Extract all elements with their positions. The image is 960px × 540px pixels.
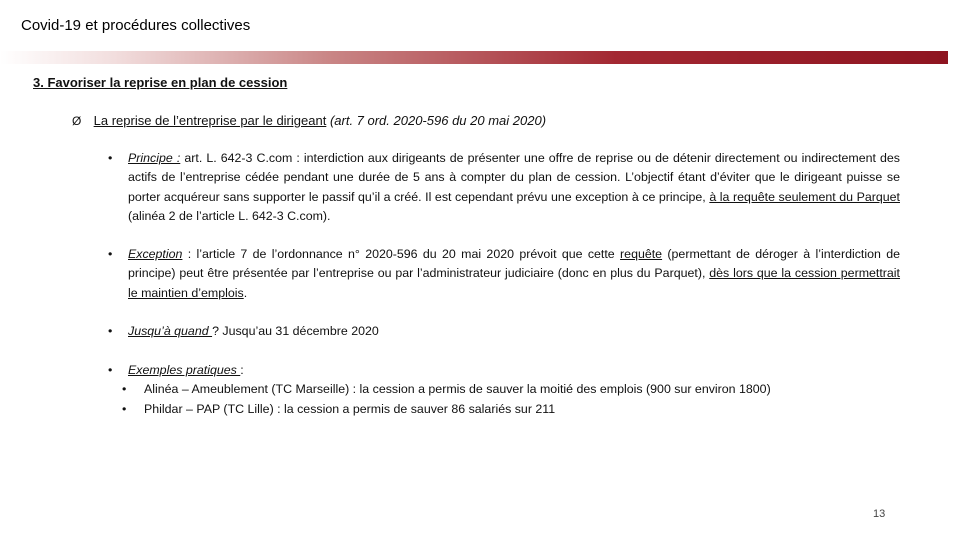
bullet-icon: •	[108, 324, 113, 338]
item-label: Exemples pratiques	[128, 363, 241, 377]
page-title: Covid-19 et procédures collectives	[21, 17, 251, 34]
list-item-exception	[108, 245, 900, 303]
section-heading: 3. Favoriser la reprise en plan de cession	[33, 75, 288, 90]
sub-list-item	[122, 400, 900, 419]
list-item-principe	[108, 149, 900, 227]
item-text: .	[243, 285, 248, 300]
header-accent-bar	[0, 51, 948, 64]
bullet-icon: •	[108, 363, 113, 377]
item-underlined-text: dès lors que la cession permettrait le maintien d’emplois	[128, 266, 901, 300]
bullet-icon: •	[122, 401, 127, 416]
arrow-bullet-icon: Ø	[72, 114, 82, 128]
subheading	[72, 113, 546, 128]
sub-item-text: Phildar – PAP (TC Lille) : la cession a permis de sauver 86 salariés sur 211	[144, 401, 556, 416]
list-item-exemples	[108, 361, 900, 419]
item-text: art. L. 642-3 C.com : interdiction aux dirigeants de présenter une offre de reprise ou de détenir directement ou indirectement des actifs de l’entreprise cédée pendant une durée de 5 ans à compter du plan de cession. L’objectif étant d’éviter que le dirigeant puisse se porter acquéreur sans supporter le passif qu’il a créé. Il est cependant prévu une exception à ce principe,	[128, 151, 901, 204]
item-label: Jusqu’à quand	[128, 324, 213, 338]
bullet-icon: •	[122, 382, 127, 397]
item-text: (permettant de déroger à l’interdiction de principe) peut être présentée par l’entreprise ou par l’administrateur judiciaire (donc en plus du Parquet),	[128, 247, 901, 281]
subheading-text: La reprise de l’entreprise par le dirigeant	[93, 113, 327, 128]
sub-list-item	[122, 380, 900, 399]
item-text: : l’article 7 de l’ordonnance n° 2020-596 du 20 mai 2020 prévoit que cette	[182, 247, 621, 261]
sub-item-text: Alinéa – Ameublement (TC Marseille) : la cession a permis de sauver la moitié des emplois (900 sur environ 1800)	[144, 382, 771, 397]
item-text: (alinéa 2 de l’article L. 642-3 C.com).	[128, 209, 331, 224]
item-label: Exception	[128, 247, 183, 261]
page-number: 13	[873, 508, 886, 520]
item-text: :	[240, 363, 244, 377]
bullet-icon: •	[108, 151, 113, 165]
subheading-reference: (art. 7 ord. 2020-596 du 20 mai 2020)	[329, 113, 547, 128]
list-item-jusqua-quand	[108, 322, 900, 341]
item-text: ? Jusqu’au 31 décembre 2020	[212, 324, 379, 338]
item-underlined-text: requête	[620, 247, 663, 261]
item-underlined-text: à la requête seulement du Parquet	[709, 189, 900, 204]
item-label: Principe :	[128, 151, 181, 165]
bullet-icon: •	[108, 247, 113, 261]
